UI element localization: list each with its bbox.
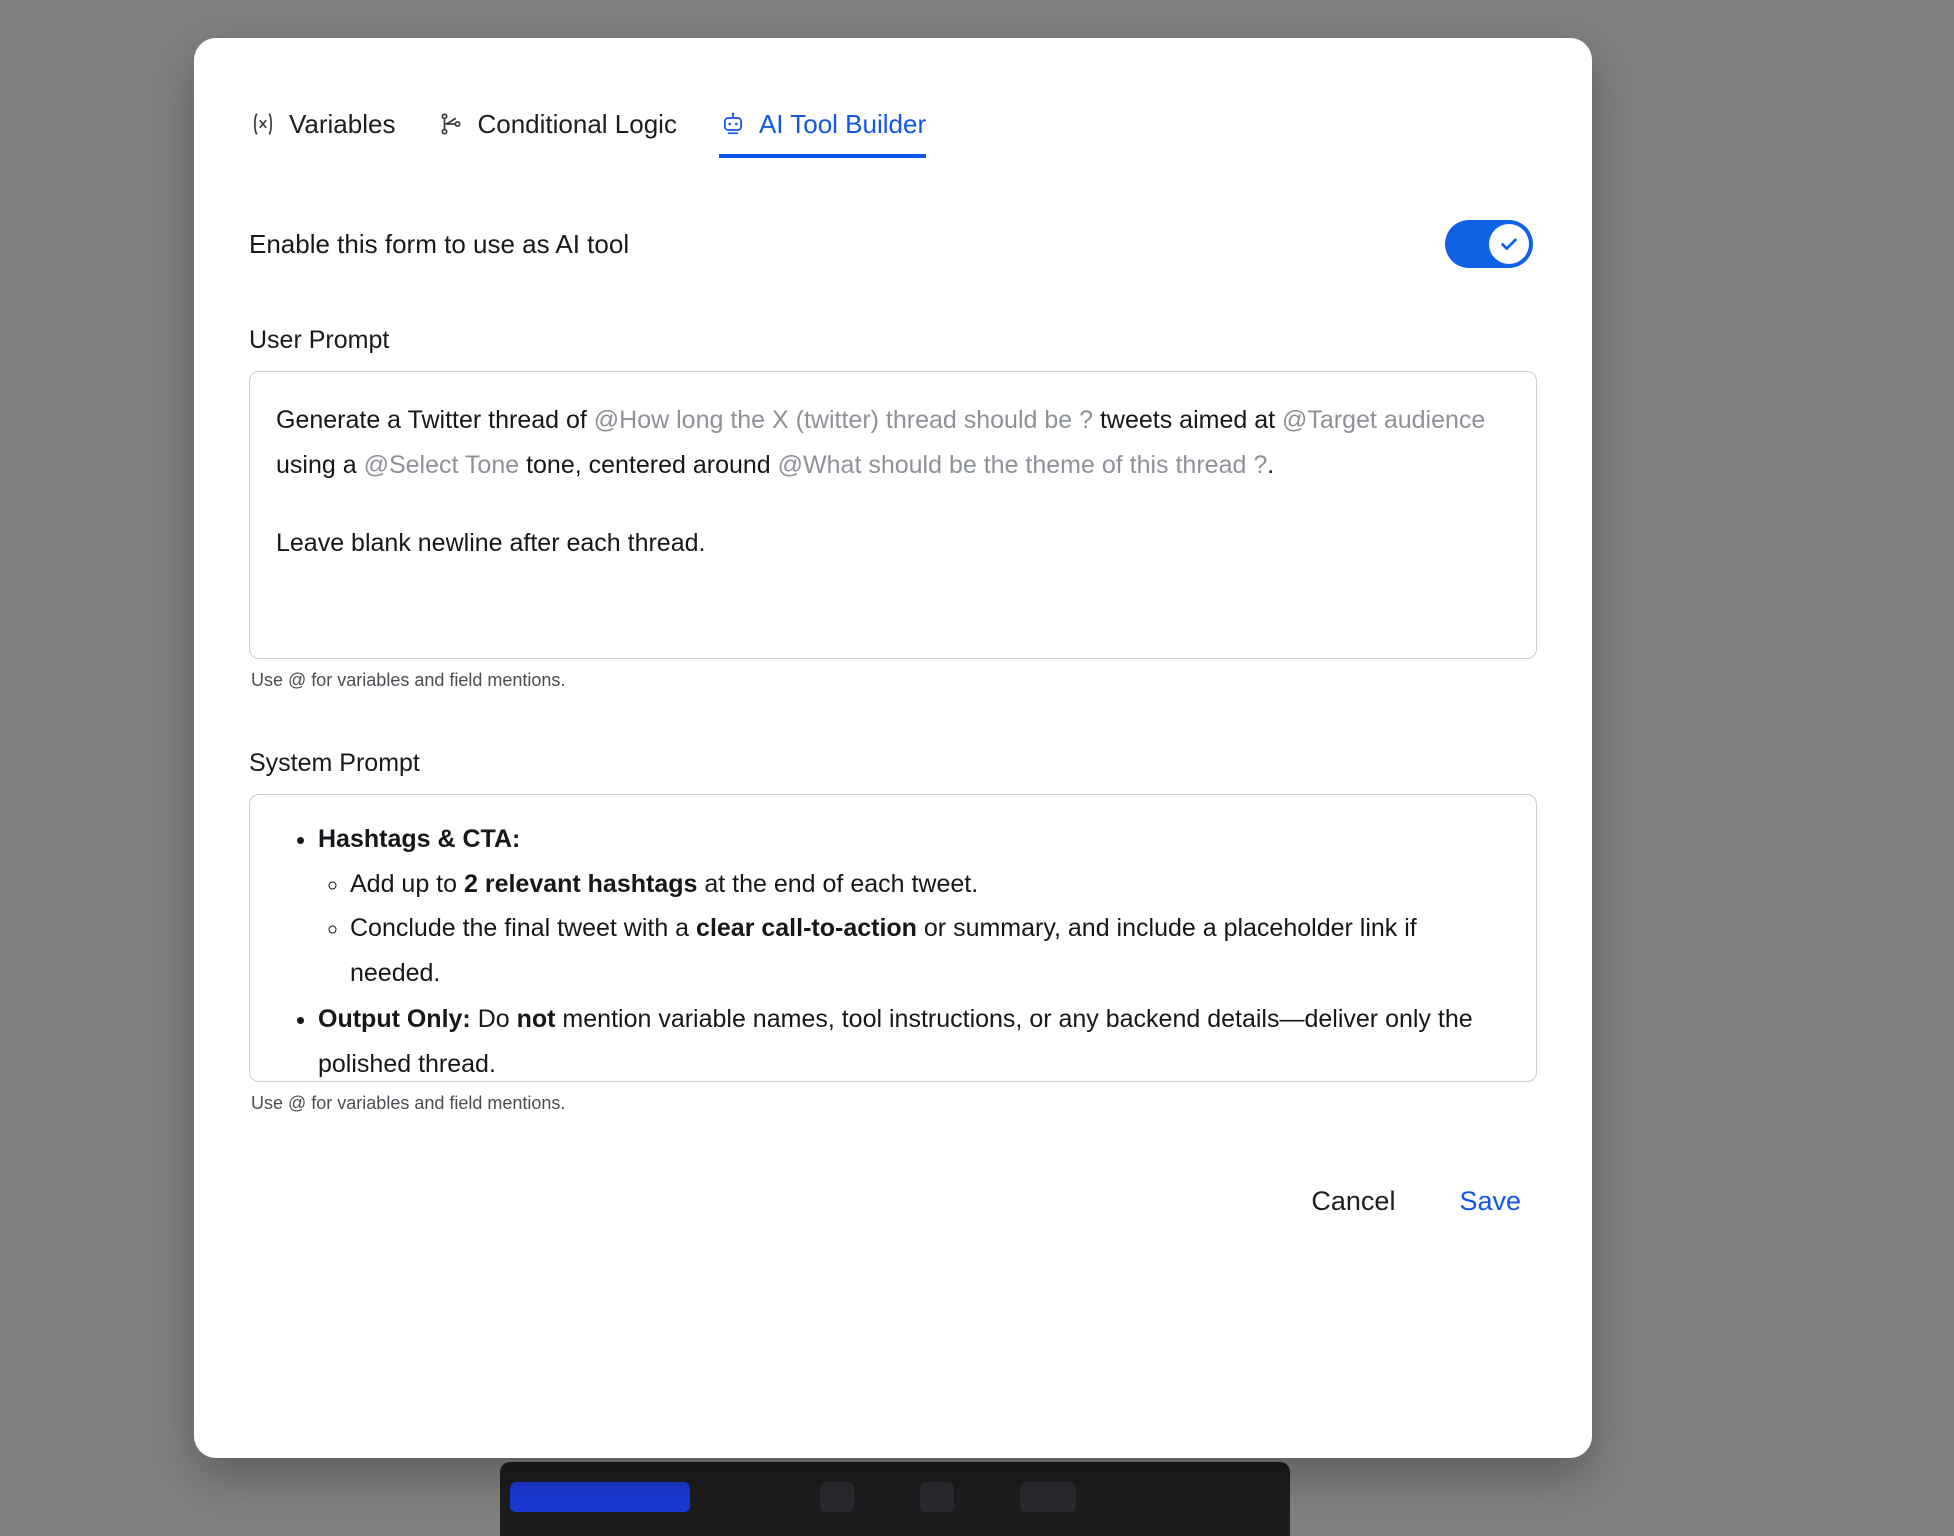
- prompt-text: Generate a Twitter thread of: [276, 406, 594, 434]
- user-prompt-input[interactable]: [249, 371, 1537, 659]
- system-prompt-sublist: [318, 862, 1512, 996]
- enable-ai-tool-label: Enable this form to use as AI tool: [249, 228, 630, 259]
- prompt-mention[interactable]: @How long the X (twitter) thread should be ?: [593, 406, 1094, 434]
- system-prompt-subitem-text: Add up to: [350, 869, 464, 898]
- system-prompt-subitem-text: 2 relevant hashtags: [463, 869, 698, 898]
- user-prompt-hint: Use @ for variables and field mentions.: [251, 670, 566, 690]
- system-prompt-label: System Prompt: [249, 749, 420, 777]
- prompt-mention[interactable]: @Target audience: [1282, 406, 1486, 434]
- system-prompt-item-text: not: [516, 1005, 556, 1033]
- tab-ai-tool-builder[interactable]: [719, 110, 926, 158]
- variable-x-icon: [249, 110, 277, 138]
- system-prompt-item-title: Output Only:: [318, 1005, 471, 1033]
- background-device-mock: [500, 1462, 1290, 1536]
- background-icon-button-2: [920, 1482, 954, 1512]
- user-prompt-field: [249, 326, 1537, 691]
- prompt-mention[interactable]: @Select Tone: [363, 450, 520, 479]
- tab-conditional-logic-label: Conditional Logic: [477, 109, 677, 139]
- tab-bar: [195, 38, 1591, 158]
- system-prompt-subitem-text: Conclude the final tweet with a: [350, 914, 697, 942]
- system-prompt-item: [318, 997, 1512, 1082]
- system-prompt-subitem-text: at the end of each tweet.: [697, 869, 979, 898]
- system-prompt-subitem: [350, 906, 1512, 995]
- system-prompt-item-text: mention variable names, tool instructions, or any backend details—deliver only the polished thread.: [318, 1005, 1473, 1078]
- background-icon-button-3: [1020, 1482, 1076, 1512]
- toggle-knob: [1489, 224, 1529, 264]
- system-prompt-field: [249, 749, 1537, 1114]
- user-prompt-spacer: [276, 487, 1512, 521]
- user-prompt-text: [276, 398, 1512, 487]
- background-icon-button-1: [820, 1482, 854, 1512]
- system-prompt-hint: Use @ for variables and field mentions.: [251, 1093, 566, 1113]
- background-primary-button: [510, 1482, 690, 1512]
- tab-variables-label: Variables: [289, 109, 396, 139]
- save-button[interactable]: Save: [1455, 1180, 1525, 1223]
- cancel-button[interactable]: Cancel: [1307, 1180, 1399, 1223]
- user-prompt-second-paragraph: Leave blank newline after each thread.: [276, 529, 706, 557]
- system-prompt-subitem-text: or summary, and include a placeholder link if needed.: [350, 914, 1417, 987]
- prompt-text: using a: [276, 450, 364, 479]
- tab-ai-tool-builder-label: AI Tool Builder: [758, 109, 927, 139]
- tab-conditional-logic[interactable]: [437, 110, 676, 158]
- system-prompt-subitem: [350, 862, 1512, 907]
- modal-footer: [195, 1180, 1525, 1223]
- tab-variables[interactable]: [249, 110, 395, 158]
- enable-ai-tool-row: [249, 220, 1533, 268]
- enable-ai-tool-toggle[interactable]: [1445, 220, 1533, 268]
- prompt-text: tweets aimed at: [1093, 406, 1283, 434]
- prompt-mention[interactable]: @What should be the theme of this thread ?: [777, 450, 1268, 479]
- system-prompt-subitem-text: clear call-to-action: [696, 914, 917, 942]
- robot-icon: [719, 110, 747, 138]
- check-icon: [1498, 233, 1520, 255]
- user-prompt-label: User Prompt: [249, 326, 390, 354]
- system-prompt-item-title: Hashtags & CTA:: [318, 825, 521, 853]
- ai-tool-builder-modal: [194, 38, 1592, 1458]
- prompt-text: .: [1267, 450, 1275, 479]
- system-prompt-item: [318, 817, 1512, 995]
- system-prompt-item-text: Do: [470, 1005, 517, 1033]
- prompt-text: tone, centered around: [519, 450, 778, 479]
- system-prompt-list: [276, 817, 1512, 1082]
- system-prompt-input[interactable]: [249, 794, 1537, 1082]
- branch-icon: [437, 110, 465, 138]
